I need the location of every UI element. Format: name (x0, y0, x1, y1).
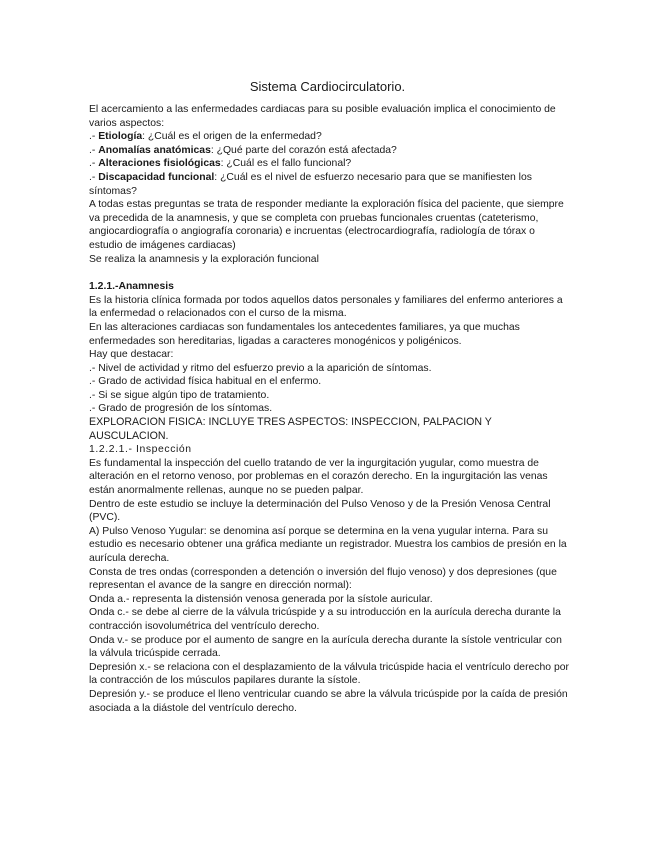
intro-paragraph: Se realiza la anamnesis y la exploración funcional (89, 253, 319, 265)
inspection-paragraph: Es fundamental la inspección del cuello tratando de ver la ingurgitación yugular, como muestra de alteración en el retorno venoso, por problemas en el corazón derecho. En la ingurgitación las venas están anormalmente rellenas, aunque no se pueden palpar. (89, 457, 548, 497)
anamnesis-paragraph: Es la historia clínica formada por todos aquellos datos personales y familiares del enfermo anteriores a la enfermedad o relacionados con el curso de la misma. (89, 294, 563, 320)
aspect-question: : ¿Cuál es el nivel de esfuerzo necesario para que se manifiesten los síntomas? (89, 171, 532, 197)
inspection-paragraph: A) Pulso Venoso Yugular: se denomina así porque se determina en la vena yugular interna. Para su estudio es necesario obtener una gráfica mediante un registrador. Muestra los cambios de presión en la aurícula derecha. (89, 525, 567, 564)
inspection-paragraph: Consta de tres ondas (corresponden a detención o inversión del flujo venoso) y dos depresiones (que representan el avance de la sangre en dirección normal): (89, 566, 557, 592)
intro-paragraph: A todas estas preguntas se trata de responder mediante la exploración física del paciente, que siempre va precedida de la anamnesis, y que se completa con pruebas funcionales cruentas (cateterismo, angiocardiografía o angiografía coronaria) e incruentas (electrocardiografía, radiología de tórax o estudio de imágenes cardiacas) (89, 199, 564, 251)
subsection-heading: 1.2.2.1.- Inspección (89, 444, 192, 456)
aspect-prefix: .- (89, 171, 99, 183)
aspect-prefix: .- (89, 144, 99, 156)
aspect-prefix: .- (89, 158, 99, 170)
aspect-label: Etiología (98, 131, 143, 143)
aspect-label: Alteraciones fisiológicas (98, 158, 221, 170)
aspect-question: : ¿Cuál es el fallo funcional? (220, 158, 352, 170)
wave-item: Onda v.- se produce por el aumento de sangre en la aurícula derecha durante la sístole ventricular con la válvula tricúspide cerrada. (89, 634, 562, 660)
intro-paragraph: El acercamiento a las enfermedades cardiacas para su posible evaluación implica el conocimiento de varios aspectos: (89, 104, 556, 129)
anamnesis-paragraph: Hay que destacar: (89, 349, 174, 361)
anamnesis-paragraph: En las alteraciones cardiacas son fundamentales los antecedentes familiares, ya que muchas enfermedades son hereditarias, ligadas a caracteres monogénicos y poligénicos. (89, 321, 520, 347)
wave-item: Onda a.- representa la distensión venosa generada por la sístole auricular. (89, 593, 433, 605)
section-heading: 1.2.1.-Anamnesis (89, 281, 174, 293)
list-item: .- Grado de progresión de los síntomas. (89, 403, 273, 415)
depression-item: Depresión y.- se produce el lleno ventricular cuando se abre la válvula tricúspide por la caída de presión asociada a la diástole del ventrículo derecho. (89, 688, 568, 714)
document-title: Sistema Cardiocirculatorio. (249, 79, 406, 94)
depression-item: Depresión x.- se relaciona con el desplazamiento de la válvula tricúspide hacia el ventrículo derecho por la contracción de los músculos papilares durante la sístole. (89, 661, 569, 687)
aspect-item (89, 157, 569, 171)
aspect-item (89, 171, 569, 198)
list-item: .- Si se sigue algún tipo de tratamiento. (89, 389, 270, 401)
list-item: .- Nivel de actividad y ritmo del esfuerzo previo a la aparición de síntomas. (89, 362, 432, 374)
list-item: .- Grado de actividad física habitual en el enfermo. (89, 376, 322, 388)
aspect-question: : ¿Qué parte del corazón está afectada? (210, 144, 397, 156)
inspection-paragraph: Dentro de este estudio se incluye la determinación del Pulso Venoso y de la Presión Venosa Central (PVC). (89, 498, 551, 524)
aspect-item (89, 130, 569, 144)
section-caps-heading: EXPLORACION FISICA: INCLUYE TRES ASPECTOS: INSPECCION, PALPACION Y AUSCULACION. (89, 416, 492, 442)
aspect-question: : ¿Cuál es el origen de la enfermedad? (142, 131, 322, 143)
aspect-prefix: .- (89, 131, 99, 143)
aspect-label: Anomalías anatómicas (98, 144, 211, 156)
aspect-item (89, 144, 569, 158)
wave-item: Onda c.- se debe al cierre de la válvula tricúspide y a su introducción en la aurícula derecha durante la contracción isovolumétrica del ventrículo derecho. (89, 607, 561, 632)
aspect-label: Discapacidad funcional (98, 171, 215, 183)
document-body (89, 103, 569, 715)
